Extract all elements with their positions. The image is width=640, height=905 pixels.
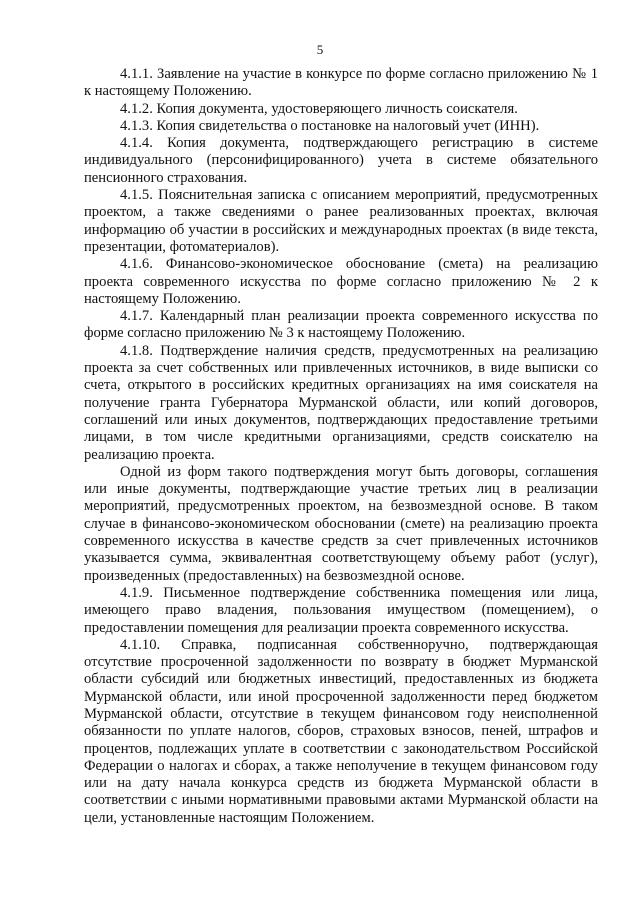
paragraph-4-1-7: 4.1.7. Календарный план реализации проекта современного искусства по форме согласно приложению № 3 к настоящему Положению. [84, 308, 598, 342]
paragraph-4-1-4: 4.1.4. Копия документа, подтверждающего регистрацию в системе индивидуального (персонифицированного) учета в системе обязательного пенсионного страхования. [84, 135, 598, 186]
paragraph-4-1-5: 4.1.5. Пояснительная записка с описанием мероприятий, предусмотренных проектом, а также сведениями о ранее реализованных проектах, включая информацию об участии в российских и международных проектах (в виде текста, презентации, фотоматериалов). [84, 187, 598, 255]
paragraph-4-1-9: 4.1.9. Письменное подтверждение собственника помещения или лица, имеющего право владения, пользования имуществом (помещением), о предоставлении помещения для реализации проекта современного искусства. [84, 584, 598, 636]
page-number: 5 [316, 42, 324, 57]
paragraph-4-1-1: 4.1.1. Заявление на участие в конкурсе по форме согласно приложению № 1 к настоящему Положению. [84, 66, 598, 100]
paragraph-4-1-6: 4.1.6. Финансово-экономическое обоснование (смета) на реализацию проекта современного искусства по форме согласно приложению № 2 к настоящему Положению. [84, 256, 598, 307]
document-body [84, 66, 598, 827]
paragraph-4-1-3: 4.1.3. Копия свидетельства о постановке на налоговый учет (ИНН). [120, 117, 540, 134]
paragraph-confirmation-forms: Одной из форм такого подтверждения могут быть договоры, соглашения или иные документы, подтверждающие участие третьих лиц в реализации мероприятий, предусмотренных проектом, на безвозмездной основе. В таком случае в финансово-экономическом обосновании (смете) на реализацию проекта современного искусства в качестве средств за счет привлеченных источников указывается сумма, эквивалентная соответствующему объему работ (услуг), произведенных (предоставленных) на безвозмездной основе. [84, 463, 598, 584]
paragraph-4-1-2: 4.1.2. Копия документа, удостоверяющего личность соискателя. [120, 100, 518, 117]
paragraph-4-1-8: 4.1.8. Подтверждение наличия средств, предусмотренных на реализацию проекта за счет собственных или привлеченных источников, в виде выписки со счета, открытого в российских кредитных организациях на имя соискателя на получение гранта Губернатора Мурманской области, или копий договоров, соглашений или иных документов, подтверждающих предоставление третьими лицами, в том числе кредитными организациями, средств соискателю на реализацию проекта. [84, 342, 598, 463]
paragraph-4-1-10: 4.1.10. Справка, подписанная собственноручно, подтверждающая отсутствие просроченной задолженности по возврату в бюджет Мурманской области субсидий или бюджетных инвестиций, предоставленных из бюджета Мурманской области, или иной просроченной задолженности перед бюджетом Мурманской области, отсутствие в текущем финансовом году неисполненной обязанности по уплате налогов, сборов, страховых взносов, пеней, штрафов и процентов, подлежащих уплате в соответствии с законодательством Российской Федерации о налогах и сборах, а также неполучение в текущем финансовом году или на дату начала конкурса средств из бюджета Мурманской области в соответствии с иными нормативными правовыми актами Мурманской области на цели, установленные настоящим Положением. [84, 636, 598, 826]
